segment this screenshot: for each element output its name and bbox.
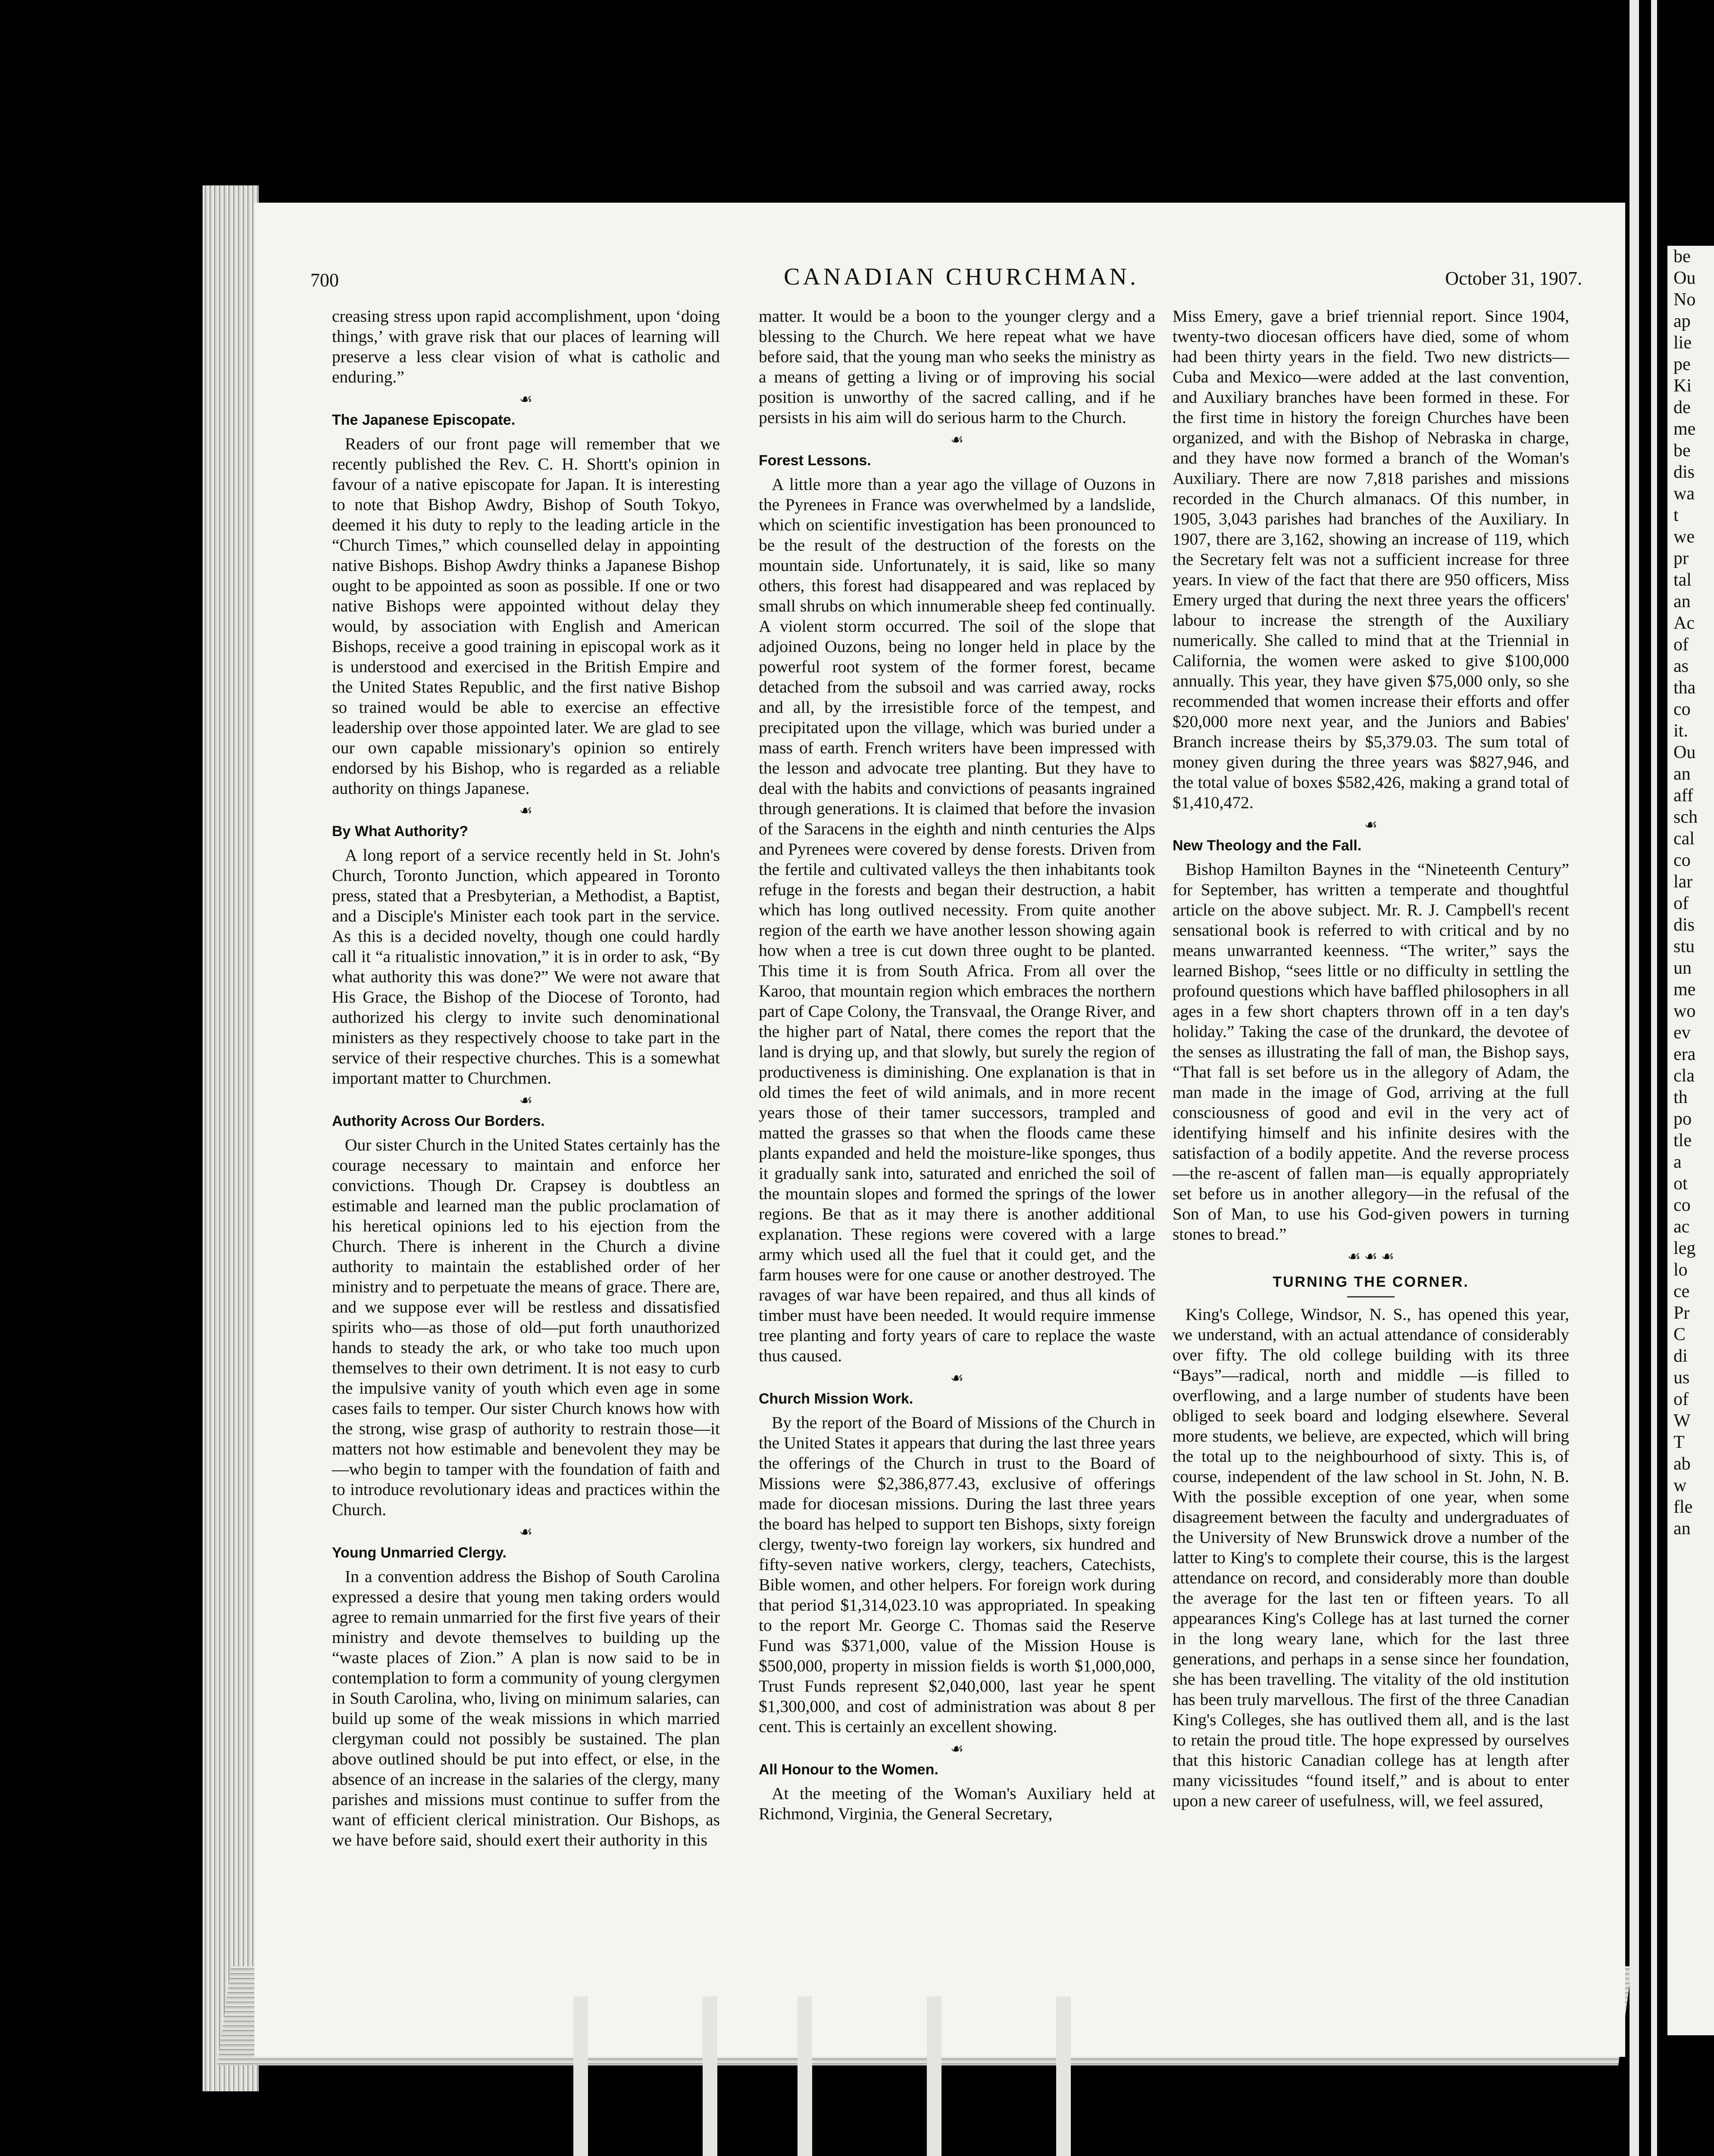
- facing-page-fragment: lie: [1673, 333, 1692, 353]
- section-heading: By What Authority?: [332, 823, 469, 840]
- reflection-mark: [1056, 1996, 1071, 2156]
- facing-page-fragment: cal: [1673, 829, 1695, 849]
- facing-page-fragment: Pr: [1673, 1303, 1690, 1323]
- section-heading: New Theology and the Fall.: [1173, 837, 1362, 854]
- facing-page-fragment: No: [1673, 290, 1696, 310]
- facing-page-fragment: lar: [1673, 872, 1693, 892]
- facing-page: [1667, 246, 1714, 2035]
- facing-page-fragment: an: [1673, 764, 1691, 784]
- paragraph: Readers of our front page will remember that we recently published the Rev. C. H. Shortt's opinion in favour of a native episcopate for Japan. It is interesting to note that Bishop Awdry, Bishop of South Tokyo, deemed it his duty to reply to the leading article in the “Church Times,” which counselled delay in appointing native Bishops. Bishop Awdry thinks a Japanese Bishop ought to be appointed as soon as possible. If one or two native Bishops were appointed without delay they would, by association with English and American Bishops, receive a good training in episcopal work as it is understood and exercised in the British Empire and the United States Republic, and the first native Bishop so trained would be able to exercise an effective leadership over those appointed later. We are glad to see our own capable missionary's opinion so entirely endorsed by his Bishop, who is regarded as a reliable authority on things Japanese.: [332, 434, 720, 798]
- section-heading: Young Unmarried Clergy.: [332, 1545, 507, 1561]
- section-heading: Church Mission Work.: [759, 1391, 913, 1407]
- reflection-mark: [703, 1996, 717, 2156]
- facing-page-fragment: me: [1673, 980, 1696, 1000]
- facing-page-fragment: th: [1673, 1087, 1688, 1107]
- facing-page-fragment: stu: [1673, 937, 1695, 956]
- section-heading: Authority Across Our Borders.: [332, 1113, 545, 1129]
- facing-page-fragment: era: [1673, 1044, 1696, 1064]
- section-heading: The Japanese Episcopate.: [332, 412, 516, 428]
- article-title: TURNING THE CORNER.: [1273, 1274, 1469, 1290]
- paragraph: Miss Emery, gave a brief triennial report. Since 1904, twenty-two diocesan officers have died, some of whom had been thirty years in the field. Two new districts—Cuba and Mexico—were added at the last convention, and Auxiliary branches have been formed in these. For the first time in history the foreign Churches have been organized, and with the Bishop of Nebraska in charge, and they have now formed a branch of the Woman's Auxiliary. There are now 7,818 parishes and missions recorded in the Church almanacs. Of this number, in 1905, 3,043 parishes had branches of the Auxiliary. In 1907, there are 3,162, showing an increase of 119, which the Secretary felt was not a sufficient increase for three years. In view of the fact that there are 950 officers, Miss Emery urged that during the next three years the officers' labour to increase the strength of the Auxiliary numerically. She called to mind that at the Triennial in California, the women were asked to give $100,000 annually. This year, they have given $75,000 only, so she recommended that women increase their efforts and offer $20,000 more next year, and the Juniors and Babies' Branch increase theirs by $5,379.03. The sum total of money given during the three years was $827,946, and the total value of boxes $582,426, making a grand total of $1,410,472.: [1173, 307, 1569, 812]
- facing-page-fragment: a: [1673, 1152, 1682, 1172]
- facing-page-fragment: tal: [1673, 570, 1692, 590]
- reflection-mark: [927, 1996, 941, 2156]
- separator-ornament: ☙: [519, 1524, 533, 1540]
- facing-page-fragment: be: [1673, 441, 1691, 461]
- facing-page-fragment: co: [1673, 1195, 1691, 1215]
- facing-page-fragment: we: [1673, 527, 1695, 547]
- facing-page-fragment: sch: [1673, 807, 1698, 827]
- facing-page-fragment: Ac: [1673, 613, 1695, 633]
- section-heading: All Honour to the Women.: [759, 1761, 938, 1778]
- facing-page-fragment: ap: [1673, 311, 1691, 331]
- facing-page-fragment: ev: [1673, 1023, 1691, 1043]
- separator-ornament: ☙: [950, 1741, 964, 1757]
- title-rule: [1347, 1296, 1395, 1297]
- facing-page-fragment: lo: [1673, 1260, 1688, 1280]
- book-page-edges: [203, 185, 259, 2091]
- facing-page-fragment: pr: [1673, 548, 1689, 568]
- paragraph: At the meeting of the Woman's Auxiliary held at Richmond, Virginia, the General Secretary,: [759, 1784, 1155, 1823]
- page-header: [310, 263, 1612, 298]
- separator-ornament: ☙: [950, 1370, 964, 1386]
- binding-strip: [1651, 0, 1657, 2156]
- section-heading: Forest Lessons.: [759, 452, 871, 469]
- reflection-mark: [798, 1996, 812, 2156]
- paragraph: A little more than a year ago the village of Ouzons in the Pyrenees in France was overwhelmed by a landslide, which on scientific investigation has been pronounced to be the result of the destruction of the forests on the mountain side. Unfortunately, it is said, like so many others, this forest had disappeared and was replaced by small shrubs on which innumerable sheep fed continually. A violent storm occurred. The soil of the slope that adjoined Ouzons, being no longer held in place by the powerful root system of the former forest, became detached from the subsoil and was carried away, rocks and all, by the irresistible force of the tempest, and precipitated upon the village, which was buried under a mass of earth. French writers have been impressed with the lesson and advocate tree planting. But they have to deal with the habits and convictions of peasants ingrained through generations. It is claimed that before the invasion of the Saracens in the eighth and ninth centuries the Alps and Pyrenees were covered by dense forests. Driven from the fertile and cultivated valleys the then inhabitants took refuge in the forests and began their destruction, a habit which has long outlived necessity. From quite another region of the earth we have another lesson showing again how when a tree is cut down three ought to be planted. This time it is from South Africa. From all over the Karoo, that mountain region which embraces the northern part of Cape Colony, the Transvaal, the Orange River, and the higher part of Natal, there comes the report that the land is drying up, and that slowly, but surely the region of productiveness is diminishing. One explanation is that in old times the feet of wild animals, and in more recent years those of their tamer successors, trampled and matted the grasses so that when the floods came these plants expanded and held the moisture-like sponges, thus it gradually sank into, saturated and enriched the soil of the mountain slopes and formed the springs of the lower regions. Be that as it may there is another additional explanation. These regions were covered with a large army which used all the fuel that it could get, and the farm houses were for one cause or another destroyed. The ravages of war have been repaired, and thus all kinds of timber must have been needed. It would require immense tree planting and forty years of care to replace the waste thus caused.: [759, 475, 1155, 1365]
- facing-page-fragment: pe: [1673, 354, 1691, 374]
- masthead: CANADIAN CHURCHMAN.: [784, 263, 1139, 290]
- separator-ornament: ☙ ☙ ☙: [1347, 1249, 1395, 1265]
- paragraph: Bishop Hamilton Baynes in the “Nineteenth Century” for September, has written a temperate and thoughtful article on the above subject. Mr. R. J. Campbell's recent sensational book is referred to with critical and by no means unwarranted keenness. “The writer,” says the learned Bishop, “sees little or no difficulty in settling the profound questions which have baffled philosophers in all ages in a few short chapters thrown off in a ten day's holiday.” Taking the case of the drunkard, the devotee of the senses as illustrating the fall of man, the Bishop says, “That fall is set before us in the allegory of Adam, the man made in the image of God, arriving at the full consciousness of good and evil in the very act of identifying himself and his infinite desires with the satisfaction of a bodily appetite. And the reverse process—the re-ascent of fallen man—is equally appropriately set before us in another allegory—in the refusal of the Son of Man, to use his God-given powers in turning stones to bread.”: [1173, 860, 1569, 1244]
- issue-date: October 31, 1907.: [1445, 268, 1582, 289]
- facing-page-fragment: cla: [1673, 1066, 1695, 1086]
- paragraph: matter. It would be a boon to the younger clergy and a blessing to the Church. We here repeat what we have before said, that the young man who seeks the ministry as a means of getting a living or of improving his social position is unworthy of the sacred calling, and if he persists in his aim will do serious harm to the Church.: [759, 307, 1155, 427]
- facing-page-fragment: un: [1673, 958, 1692, 978]
- facing-page-fragment: tha: [1673, 678, 1696, 698]
- facing-page-fragment: of: [1673, 1389, 1689, 1409]
- facing-page-fragment: of: [1673, 635, 1689, 655]
- separator-ornament: ☙: [1364, 817, 1378, 833]
- facing-page-fragment: tle: [1673, 1131, 1692, 1150]
- facing-page-fragment: wo: [1673, 1001, 1696, 1021]
- facing-page-fragment: co: [1673, 850, 1691, 870]
- paragraph: By the report of the Board of Missions of the Church in the United States it appears that during the last three years the offerings of the Church in trust to the Board of Missions were $2,386,877.43, exclusive of offerings made for diocesan missions. During the last three years the board has helped to support ten Bishops, sixty foreign clergy, twenty-two foreign lay workers, six hundred and fifty-seven native workers, clergy, teachers, Catechists, Bible women, and other helpers. For foreign work during that period $1,314,023.10 was appropriated. In speaking to the report Mr. George C. Thomas said the Reserve Fund was $371,000, value of the Mission House is $500,000, property in mission fields is worth $1,000,000, Trust Funds represent $2,040,000, last year he spent $1,300,000, and cost of administration was about 8 per cent. This is certainly an excellent showing.: [759, 1413, 1155, 1736]
- paragraph: In a convention address the Bishop of South Carolina expressed a desire that young men taking orders would agree to remain unmarried for the first five years of their ministry and devote themselves to building up the “waste places of Zion.” A plan is now said to be in contemplation to form a community of young clergymen in South Carolina, who, living on minimum salaries, can build up some of the weak missions in which married clergyman could not possibly be sustained. The plan above outlined should be put into effect, or else, in the absence of an increase in the salaries of the clergy, many parishes and missions must continue to suffer from the want of efficient clerical ministration. Our Bishops, as we have before said, should exert their authority in this: [332, 1567, 720, 1849]
- facing-page-fragment: as: [1673, 656, 1689, 676]
- facing-page-fragment: us: [1673, 1368, 1690, 1388]
- facing-page-fragment: of: [1673, 893, 1689, 913]
- separator-ornament: ☙: [519, 1093, 533, 1109]
- facing-page-fragment: co: [1673, 699, 1691, 719]
- column-2: [759, 306, 1155, 1824]
- facing-page-fragment: wa: [1673, 484, 1695, 504]
- facing-page-fragment: it.: [1673, 721, 1688, 741]
- facing-page-fragment: an: [1673, 592, 1691, 611]
- page-number: 700: [310, 270, 339, 291]
- facing-page-fragments-top: [1667, 246, 1714, 1539]
- facing-page-fragment: fle: [1673, 1497, 1693, 1517]
- paragraph: King's College, Windsor, N. S., has opened this year, we understand, with an actual attendance of considerably over fifty. The old college building with its three “Bays”—radical, north and middle —is filled to overflowing, and a large number of students have been obliged to seek board and lodging elsewhere. Several more students, we believe, are expected, which will bring the total up to the neighbourhood of sixty. This is, of course, independent of the law school in St. John, N. B. With the possible exception of one year, when some disagreement between the faculty and undergraduates of the University of New Brunswick drove a number of the latter to King's to complete their course, this is the largest attendance on record, and considerably more than double the average for the last ten or fifteen years. To all appearances King's College has at last turned the corner in the long weary lane, which for the last three generations, and perhaps in a sense since her foundation, she has been travelling. The vitality of the old institution has been truly marvellous. The first of the three Canadian King's Colleges, she has outlived them all, and is the last to retain the proud title. The hope expressed by ourselves that this historic Canadian college has at length after many vicissitudes “found itself,” and is about to enter upon a new career of usefulness, will, we feel assured,: [1173, 1305, 1569, 1810]
- paragraph: creasing stress upon rapid accomplishment, upon ‘doing things,’ with grave risk that our places of learning will preserve a less clear vision of what is catholic and enduring.”: [332, 307, 720, 386]
- separator-ornament: ☙: [950, 432, 964, 448]
- facing-page-fragment: ac: [1673, 1217, 1690, 1237]
- binding-strip: [1630, 0, 1639, 2156]
- facing-page-fragment: Ou: [1673, 268, 1696, 288]
- facing-page-fragment: C: [1673, 1325, 1686, 1344]
- column-3: [1173, 306, 1569, 1811]
- facing-page-fragment: ot: [1673, 1174, 1688, 1194]
- reflection-mark: [573, 1996, 588, 2156]
- facing-page-fragment: ab: [1673, 1454, 1691, 1474]
- separator-ornament: ☙: [519, 392, 533, 407]
- facing-page-fragment: de: [1673, 398, 1691, 417]
- facing-page-fragment: dis: [1673, 915, 1695, 935]
- facing-page-fragment: po: [1673, 1109, 1692, 1129]
- paragraph: A long report of a service recently held in St. John's Church, Toronto Junction, which appeared in Toronto press, stated that a Presbyterian, a Methodist, a Baptist, and a Disciple's Minister each took part in the service. As this is a decided novelty, though one could hardly call it “a ritualistic innovation,” it is in order to ask, “By what authority this was done?” We were not aware that His Grace, the Bishop of the Diocese of Toronto, had authorized his clergy to invite such denominational ministers as they respectively choose to take part in the service of their respective churches. This is a somewhat important matter to Churchmen.: [332, 846, 720, 1087]
- facing-page-fragment: me: [1673, 419, 1696, 439]
- column-1: [332, 306, 720, 1850]
- facing-page-fragment: aff: [1673, 786, 1693, 805]
- facing-page-fragment: W: [1673, 1411, 1691, 1431]
- facing-page-fragment: dis: [1673, 462, 1695, 482]
- facing-page-fragment: leg: [1673, 1238, 1696, 1258]
- facing-page-fragment: Ou: [1673, 743, 1696, 762]
- facing-page-fragment: T: [1673, 1432, 1685, 1452]
- facing-page-fragment: w: [1673, 1476, 1687, 1495]
- facing-page-fragment: ce: [1673, 1282, 1690, 1301]
- facing-page-fragment: di: [1673, 1346, 1688, 1366]
- facing-page-fragment: Ki: [1673, 376, 1692, 396]
- newspaper-page: [254, 203, 1625, 2057]
- separator-ornament: ☙: [519, 803, 533, 819]
- paragraph: Our sister Church in the United States certainly has the courage necessary to maintain and enforce her convictions. Though Dr. Crapsey is doubtless an estimable and learned man the public proclamation of his heretical opinions led to his ejection from the Church. There is inherent in the Church a divine authority to maintain the established order of her ministry and to perpetuate the means of grace. There are, and we suppose ever will be restless and dissatisfied spirits who—as those of old—put forth unauthorized hands to steady the ark, or who take too much upon themselves to their own detriment. It is not easy to curb the impulsive vanity of youth which even age in some cases fails to temper. Our sister Church knows how with the strong, wise grasp of authority to restrain those—it matters not how estimable and benevolent they may be—who begin to tamper with the foundation of faith and to introduce revolutionary ideas and practices within the Church.: [332, 1135, 720, 1519]
- scan-reflection-marks: [573, 1996, 1134, 2156]
- facing-page-fragment: an: [1673, 1519, 1691, 1539]
- facing-page-fragment: be: [1673, 247, 1691, 266]
- facing-page-fragment: t: [1673, 505, 1679, 525]
